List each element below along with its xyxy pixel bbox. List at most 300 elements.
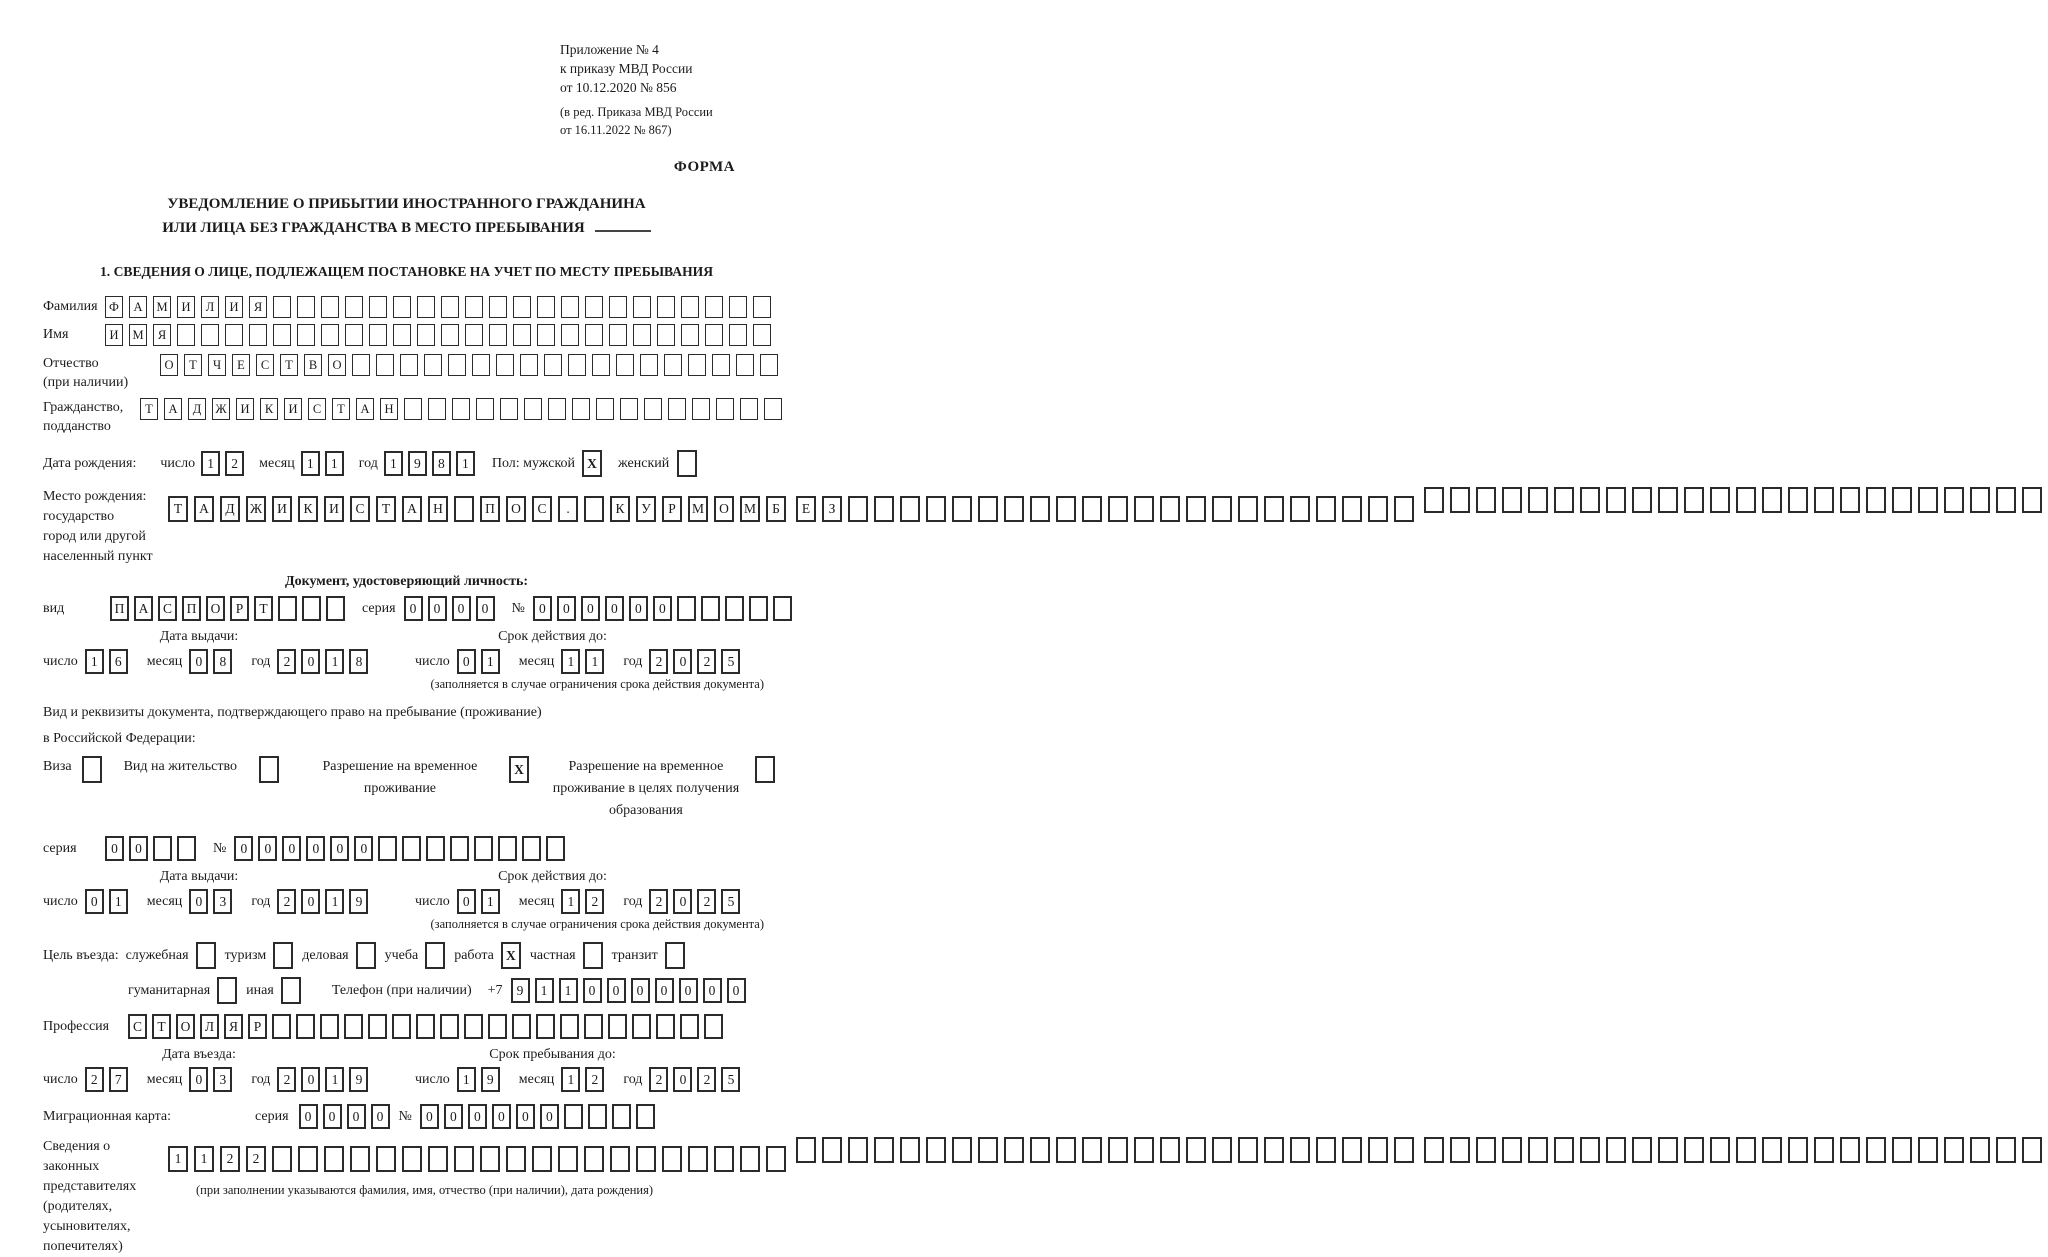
- char-cell[interactable]: [1238, 496, 1258, 522]
- char-cell[interactable]: 2: [697, 1067, 716, 1092]
- char-cell[interactable]: Ж: [212, 398, 230, 420]
- purpose-transit-checkbox[interactable]: [665, 942, 685, 969]
- char-cell[interactable]: [1316, 496, 1336, 522]
- char-cell[interactable]: [153, 836, 172, 861]
- char-cell[interactable]: 0: [189, 649, 208, 674]
- char-cell[interactable]: [1580, 487, 1600, 513]
- char-cell[interactable]: [1840, 1137, 1860, 1163]
- char-cell[interactable]: [1186, 496, 1206, 522]
- char-cell[interactable]: [729, 324, 747, 346]
- char-cell[interactable]: [500, 398, 518, 420]
- char-cell[interactable]: О: [160, 354, 178, 376]
- char-cell[interactable]: [425, 942, 445, 969]
- char-cell[interactable]: [677, 596, 696, 621]
- char-cell[interactable]: X: [582, 450, 602, 477]
- char-cell[interactable]: О: [176, 1014, 195, 1039]
- char-cell[interactable]: Я: [153, 324, 171, 346]
- char-cell[interactable]: [900, 1137, 920, 1163]
- char-cell[interactable]: [402, 1146, 422, 1172]
- char-cell[interactable]: [1004, 496, 1024, 522]
- char-cell[interactable]: [665, 942, 685, 969]
- char-cell[interactable]: [489, 296, 507, 318]
- char-cell[interactable]: 2: [277, 889, 296, 914]
- char-cell[interactable]: [1108, 496, 1128, 522]
- char-cell[interactable]: [680, 1014, 699, 1039]
- char-cell[interactable]: [1394, 496, 1414, 522]
- char-cell[interactable]: [326, 596, 345, 621]
- char-cell[interactable]: 1: [325, 451, 344, 476]
- char-cell[interactable]: [177, 324, 195, 346]
- char-cell[interactable]: 0: [129, 836, 148, 861]
- char-cell[interactable]: [474, 836, 493, 861]
- char-cell[interactable]: [1082, 1137, 1102, 1163]
- char-cell[interactable]: [766, 1146, 786, 1172]
- char-cell[interactable]: [662, 1146, 682, 1172]
- char-cell[interactable]: Р: [662, 496, 682, 522]
- char-cell[interactable]: [369, 296, 387, 318]
- char-cell[interactable]: 0: [583, 978, 602, 1003]
- char-cell[interactable]: [725, 596, 744, 621]
- char-cell[interactable]: [656, 1014, 675, 1039]
- char-cell[interactable]: 7: [109, 1067, 128, 1092]
- male-checkbox[interactable]: [582, 450, 602, 477]
- edu-permit-checkbox[interactable]: [755, 756, 775, 783]
- char-cell[interactable]: Ж: [246, 496, 266, 522]
- char-cell[interactable]: Д: [188, 398, 206, 420]
- char-cell[interactable]: [393, 296, 411, 318]
- char-cell[interactable]: [225, 324, 243, 346]
- char-cell[interactable]: [513, 296, 531, 318]
- char-cell[interactable]: [760, 354, 778, 376]
- char-cell[interactable]: Л: [201, 296, 219, 318]
- char-cell[interactable]: [297, 296, 315, 318]
- char-cell[interactable]: [1710, 1137, 1730, 1163]
- char-cell[interactable]: [489, 324, 507, 346]
- char-cell[interactable]: 0: [189, 889, 208, 914]
- char-cell[interactable]: [616, 354, 634, 376]
- char-cell[interactable]: [1316, 1137, 1336, 1163]
- char-cell[interactable]: [822, 1137, 842, 1163]
- char-cell[interactable]: 2: [277, 649, 296, 674]
- char-cell[interactable]: [548, 398, 566, 420]
- char-cell[interactable]: 2: [585, 889, 604, 914]
- char-cell[interactable]: [1424, 487, 1444, 513]
- char-cell[interactable]: [705, 324, 723, 346]
- char-cell[interactable]: [705, 296, 723, 318]
- char-cell[interactable]: [736, 354, 754, 376]
- char-cell[interactable]: 0: [301, 889, 320, 914]
- char-cell[interactable]: 0: [404, 596, 423, 621]
- char-cell[interactable]: [1710, 487, 1730, 513]
- char-cell[interactable]: [1394, 1137, 1414, 1163]
- purpose-work-checkbox[interactable]: [501, 942, 521, 969]
- char-cell[interactable]: [393, 324, 411, 346]
- char-cell[interactable]: 0: [354, 836, 373, 861]
- char-cell[interactable]: [324, 1146, 344, 1172]
- char-cell[interactable]: 0: [306, 836, 325, 861]
- char-cell[interactable]: [796, 1137, 816, 1163]
- char-cell[interactable]: [1606, 1137, 1626, 1163]
- char-cell[interactable]: Д: [220, 496, 240, 522]
- char-cell[interactable]: 0: [492, 1104, 511, 1129]
- char-cell[interactable]: [1290, 1137, 1310, 1163]
- char-cell[interactable]: 2: [649, 889, 668, 914]
- char-cell[interactable]: [392, 1014, 411, 1039]
- char-cell[interactable]: [564, 1104, 583, 1129]
- char-cell[interactable]: [454, 1146, 474, 1172]
- char-cell[interactable]: [633, 296, 651, 318]
- char-cell[interactable]: [978, 496, 998, 522]
- char-cell[interactable]: [402, 836, 421, 861]
- char-cell[interactable]: А: [194, 496, 214, 522]
- char-cell[interactable]: 0: [540, 1104, 559, 1129]
- char-cell[interactable]: А: [356, 398, 374, 420]
- char-cell[interactable]: [584, 1014, 603, 1039]
- char-cell[interactable]: [1212, 1137, 1232, 1163]
- char-cell[interactable]: 0: [301, 649, 320, 674]
- char-cell[interactable]: Т: [140, 398, 158, 420]
- char-cell[interactable]: [452, 398, 470, 420]
- char-cell[interactable]: [688, 1146, 708, 1172]
- char-cell[interactable]: М: [688, 496, 708, 522]
- char-cell[interactable]: [464, 1014, 483, 1039]
- char-cell[interactable]: 2: [649, 649, 668, 674]
- char-cell[interactable]: [1368, 1137, 1388, 1163]
- char-cell[interactable]: 1: [85, 649, 104, 674]
- char-cell[interactable]: [400, 354, 418, 376]
- char-cell[interactable]: [2022, 487, 2042, 513]
- char-cell[interactable]: [1212, 496, 1232, 522]
- char-cell[interactable]: [729, 296, 747, 318]
- char-cell[interactable]: 0: [727, 978, 746, 1003]
- char-cell[interactable]: [344, 1014, 363, 1039]
- char-cell[interactable]: [1632, 1137, 1652, 1163]
- char-cell[interactable]: [585, 324, 603, 346]
- char-cell[interactable]: [610, 1146, 630, 1172]
- char-cell[interactable]: 0: [653, 596, 672, 621]
- char-cell[interactable]: 0: [189, 1067, 208, 1092]
- char-cell[interactable]: [1030, 1137, 1050, 1163]
- char-cell[interactable]: 1: [384, 451, 403, 476]
- char-cell[interactable]: 1: [109, 889, 128, 914]
- char-cell[interactable]: [677, 450, 697, 477]
- char-cell[interactable]: [560, 1014, 579, 1039]
- female-checkbox[interactable]: [677, 450, 697, 477]
- char-cell[interactable]: [1658, 1137, 1678, 1163]
- char-cell[interactable]: [1030, 496, 1050, 522]
- char-cell[interactable]: [596, 398, 614, 420]
- char-cell[interactable]: [716, 398, 734, 420]
- char-cell[interactable]: [345, 296, 363, 318]
- char-cell[interactable]: [633, 324, 651, 346]
- char-cell[interactable]: [1996, 1137, 2016, 1163]
- char-cell[interactable]: [753, 324, 771, 346]
- char-cell[interactable]: [1970, 1137, 1990, 1163]
- char-cell[interactable]: 1: [561, 889, 580, 914]
- purpose-study-checkbox[interactable]: [425, 942, 445, 969]
- char-cell[interactable]: [1368, 496, 1388, 522]
- char-cell[interactable]: [378, 836, 397, 861]
- char-cell[interactable]: [584, 1146, 604, 1172]
- char-cell[interactable]: [546, 836, 565, 861]
- char-cell[interactable]: [664, 354, 682, 376]
- char-cell[interactable]: [1840, 487, 1860, 513]
- char-cell[interactable]: 1: [585, 649, 604, 674]
- char-cell[interactable]: [640, 354, 658, 376]
- char-cell[interactable]: [755, 756, 775, 783]
- char-cell[interactable]: Т: [280, 354, 298, 376]
- char-cell[interactable]: Т: [332, 398, 350, 420]
- char-cell[interactable]: [273, 324, 291, 346]
- char-cell[interactable]: [488, 1014, 507, 1039]
- char-cell[interactable]: Н: [380, 398, 398, 420]
- char-cell[interactable]: 1: [535, 978, 554, 1003]
- char-cell[interactable]: [1606, 487, 1626, 513]
- char-cell[interactable]: [632, 1014, 651, 1039]
- char-cell[interactable]: А: [129, 296, 147, 318]
- char-cell[interactable]: А: [402, 496, 422, 522]
- char-cell[interactable]: [404, 398, 422, 420]
- char-cell[interactable]: [1160, 496, 1180, 522]
- char-cell[interactable]: [368, 1014, 387, 1039]
- char-cell[interactable]: [681, 324, 699, 346]
- char-cell[interactable]: 9: [349, 889, 368, 914]
- char-cell[interactable]: [532, 1146, 552, 1172]
- char-cell[interactable]: [1580, 1137, 1600, 1163]
- char-cell[interactable]: 0: [371, 1104, 390, 1129]
- char-cell[interactable]: [568, 354, 586, 376]
- char-cell[interactable]: [740, 1146, 760, 1172]
- char-cell[interactable]: [1684, 1137, 1704, 1163]
- char-cell[interactable]: [1554, 487, 1574, 513]
- char-cell[interactable]: 9: [349, 1067, 368, 1092]
- char-cell[interactable]: 1: [301, 451, 320, 476]
- char-cell[interactable]: И: [324, 496, 344, 522]
- char-cell[interactable]: [296, 1014, 315, 1039]
- char-cell[interactable]: 1: [561, 649, 580, 674]
- char-cell[interactable]: [1476, 487, 1496, 513]
- char-cell[interactable]: [273, 296, 291, 318]
- char-cell[interactable]: [2022, 1137, 2042, 1163]
- char-cell[interactable]: [321, 296, 339, 318]
- char-cell[interactable]: 0: [673, 889, 692, 914]
- char-cell[interactable]: З: [822, 496, 842, 522]
- char-cell[interactable]: .: [558, 496, 578, 522]
- char-cell[interactable]: 2: [649, 1067, 668, 1092]
- char-cell[interactable]: [1134, 1137, 1154, 1163]
- char-cell[interactable]: 1: [325, 1067, 344, 1092]
- char-cell[interactable]: 1: [194, 1146, 214, 1172]
- char-cell[interactable]: [764, 398, 782, 420]
- char-cell[interactable]: [480, 1146, 500, 1172]
- char-cell[interactable]: П: [110, 596, 129, 621]
- char-cell[interactable]: [321, 324, 339, 346]
- char-cell[interactable]: 0: [105, 836, 124, 861]
- char-cell[interactable]: [1264, 496, 1284, 522]
- char-cell[interactable]: П: [480, 496, 500, 522]
- char-cell[interactable]: [848, 496, 868, 522]
- char-cell[interactable]: [572, 398, 590, 420]
- char-cell[interactable]: [644, 398, 662, 420]
- char-cell[interactable]: [369, 324, 387, 346]
- char-cell[interactable]: [417, 296, 435, 318]
- char-cell[interactable]: [1892, 487, 1912, 513]
- char-cell[interactable]: 0: [301, 1067, 320, 1092]
- char-cell[interactable]: [612, 1104, 631, 1129]
- char-cell[interactable]: 0: [330, 836, 349, 861]
- char-cell[interactable]: 9: [511, 978, 530, 1003]
- char-cell[interactable]: [272, 1146, 292, 1172]
- char-cell[interactable]: [1918, 487, 1938, 513]
- char-cell[interactable]: 0: [516, 1104, 535, 1129]
- char-cell[interactable]: [297, 324, 315, 346]
- char-cell[interactable]: 2: [85, 1067, 104, 1092]
- char-cell[interactable]: В: [304, 354, 322, 376]
- char-cell[interactable]: 1: [481, 649, 500, 674]
- char-cell[interactable]: [1528, 1137, 1548, 1163]
- char-cell[interactable]: 5: [721, 649, 740, 674]
- char-cell[interactable]: X: [501, 942, 521, 969]
- char-cell[interactable]: С: [256, 354, 274, 376]
- char-cell[interactable]: [1290, 496, 1310, 522]
- char-cell[interactable]: 2: [225, 451, 244, 476]
- char-cell[interactable]: 0: [347, 1104, 366, 1129]
- char-cell[interactable]: 0: [673, 649, 692, 674]
- char-cell[interactable]: [524, 398, 542, 420]
- char-cell[interactable]: [749, 596, 768, 621]
- char-cell[interactable]: [448, 354, 466, 376]
- char-cell[interactable]: 6: [109, 649, 128, 674]
- char-cell[interactable]: [1554, 1137, 1574, 1163]
- char-cell[interactable]: [609, 296, 627, 318]
- char-cell[interactable]: [454, 496, 474, 522]
- char-cell[interactable]: [1238, 1137, 1258, 1163]
- char-cell[interactable]: [561, 296, 579, 318]
- char-cell[interactable]: [1502, 487, 1522, 513]
- residence-permit-checkbox[interactable]: [259, 756, 279, 783]
- char-cell[interactable]: Л: [200, 1014, 219, 1039]
- char-cell[interactable]: [657, 324, 675, 346]
- temp-permit-checkbox[interactable]: [509, 756, 529, 783]
- char-cell[interactable]: Н: [428, 496, 448, 522]
- char-cell[interactable]: Р: [230, 596, 249, 621]
- char-cell[interactable]: 0: [428, 596, 447, 621]
- char-cell[interactable]: И: [272, 496, 292, 522]
- char-cell[interactable]: О: [506, 496, 526, 522]
- char-cell[interactable]: Я: [249, 296, 267, 318]
- char-cell[interactable]: [1944, 1137, 1964, 1163]
- char-cell[interactable]: 0: [703, 978, 722, 1003]
- char-cell[interactable]: 2: [585, 1067, 604, 1092]
- char-cell[interactable]: 0: [258, 836, 277, 861]
- char-cell[interactable]: [1814, 1137, 1834, 1163]
- char-cell[interactable]: [196, 942, 216, 969]
- char-cell[interactable]: [1186, 1137, 1206, 1163]
- char-cell[interactable]: [441, 324, 459, 346]
- char-cell[interactable]: [1160, 1137, 1180, 1163]
- char-cell[interactable]: [1082, 496, 1102, 522]
- char-cell[interactable]: И: [236, 398, 254, 420]
- char-cell[interactable]: 0: [605, 596, 624, 621]
- char-cell[interactable]: 9: [481, 1067, 500, 1092]
- char-cell[interactable]: [537, 296, 555, 318]
- char-cell[interactable]: 0: [631, 978, 650, 1003]
- char-cell[interactable]: [558, 1146, 578, 1172]
- char-cell[interactable]: 0: [476, 596, 495, 621]
- purpose-humanitarian-checkbox[interactable]: [217, 977, 237, 1004]
- char-cell[interactable]: [1134, 496, 1154, 522]
- char-cell[interactable]: [609, 324, 627, 346]
- char-cell[interactable]: [376, 1146, 396, 1172]
- char-cell[interactable]: [926, 1137, 946, 1163]
- char-cell[interactable]: [1476, 1137, 1496, 1163]
- char-cell[interactable]: [1736, 487, 1756, 513]
- char-cell[interactable]: [1004, 1137, 1024, 1163]
- char-cell[interactable]: [620, 398, 638, 420]
- char-cell[interactable]: М: [153, 296, 171, 318]
- char-cell[interactable]: Т: [376, 496, 396, 522]
- char-cell[interactable]: [1108, 1137, 1128, 1163]
- char-cell[interactable]: М: [129, 324, 147, 346]
- char-cell[interactable]: [588, 1104, 607, 1129]
- char-cell[interactable]: 0: [282, 836, 301, 861]
- purpose-tourism-checkbox[interactable]: [273, 942, 293, 969]
- char-cell[interactable]: [376, 354, 394, 376]
- char-cell[interactable]: [249, 324, 267, 346]
- char-cell[interactable]: [259, 756, 279, 783]
- char-cell[interactable]: А: [164, 398, 182, 420]
- char-cell[interactable]: [512, 1014, 531, 1039]
- char-cell[interactable]: [714, 1146, 734, 1172]
- char-cell[interactable]: Т: [152, 1014, 171, 1039]
- char-cell[interactable]: С: [308, 398, 326, 420]
- char-cell[interactable]: [272, 1014, 291, 1039]
- char-cell[interactable]: [561, 324, 579, 346]
- char-cell[interactable]: [1762, 1137, 1782, 1163]
- purpose-private-checkbox[interactable]: [583, 942, 603, 969]
- char-cell[interactable]: [417, 324, 435, 346]
- char-cell[interactable]: 0: [533, 596, 552, 621]
- char-cell[interactable]: 0: [607, 978, 626, 1003]
- char-cell[interactable]: Я: [224, 1014, 243, 1039]
- char-cell[interactable]: [874, 1137, 894, 1163]
- char-cell[interactable]: 5: [721, 1067, 740, 1092]
- char-cell[interactable]: П: [182, 596, 201, 621]
- char-cell[interactable]: 1: [325, 649, 344, 674]
- char-cell[interactable]: [522, 836, 541, 861]
- purpose-official-checkbox[interactable]: [196, 942, 216, 969]
- char-cell[interactable]: [1450, 487, 1470, 513]
- char-cell[interactable]: 3: [213, 1067, 232, 1092]
- char-cell[interactable]: [352, 354, 370, 376]
- char-cell[interactable]: Ф: [105, 296, 123, 318]
- char-cell[interactable]: [82, 756, 102, 783]
- char-cell[interactable]: 8: [432, 451, 451, 476]
- char-cell[interactable]: [440, 1014, 459, 1039]
- char-cell[interactable]: [441, 296, 459, 318]
- char-cell[interactable]: [681, 296, 699, 318]
- char-cell[interactable]: 5: [721, 889, 740, 914]
- char-cell[interactable]: [506, 1146, 526, 1172]
- char-cell[interactable]: 8: [349, 649, 368, 674]
- char-cell[interactable]: К: [298, 496, 318, 522]
- char-cell[interactable]: [926, 496, 946, 522]
- char-cell[interactable]: [513, 324, 531, 346]
- char-cell[interactable]: 1: [559, 978, 578, 1003]
- char-cell[interactable]: [537, 324, 555, 346]
- char-cell[interactable]: [320, 1014, 339, 1039]
- char-cell[interactable]: 0: [452, 596, 471, 621]
